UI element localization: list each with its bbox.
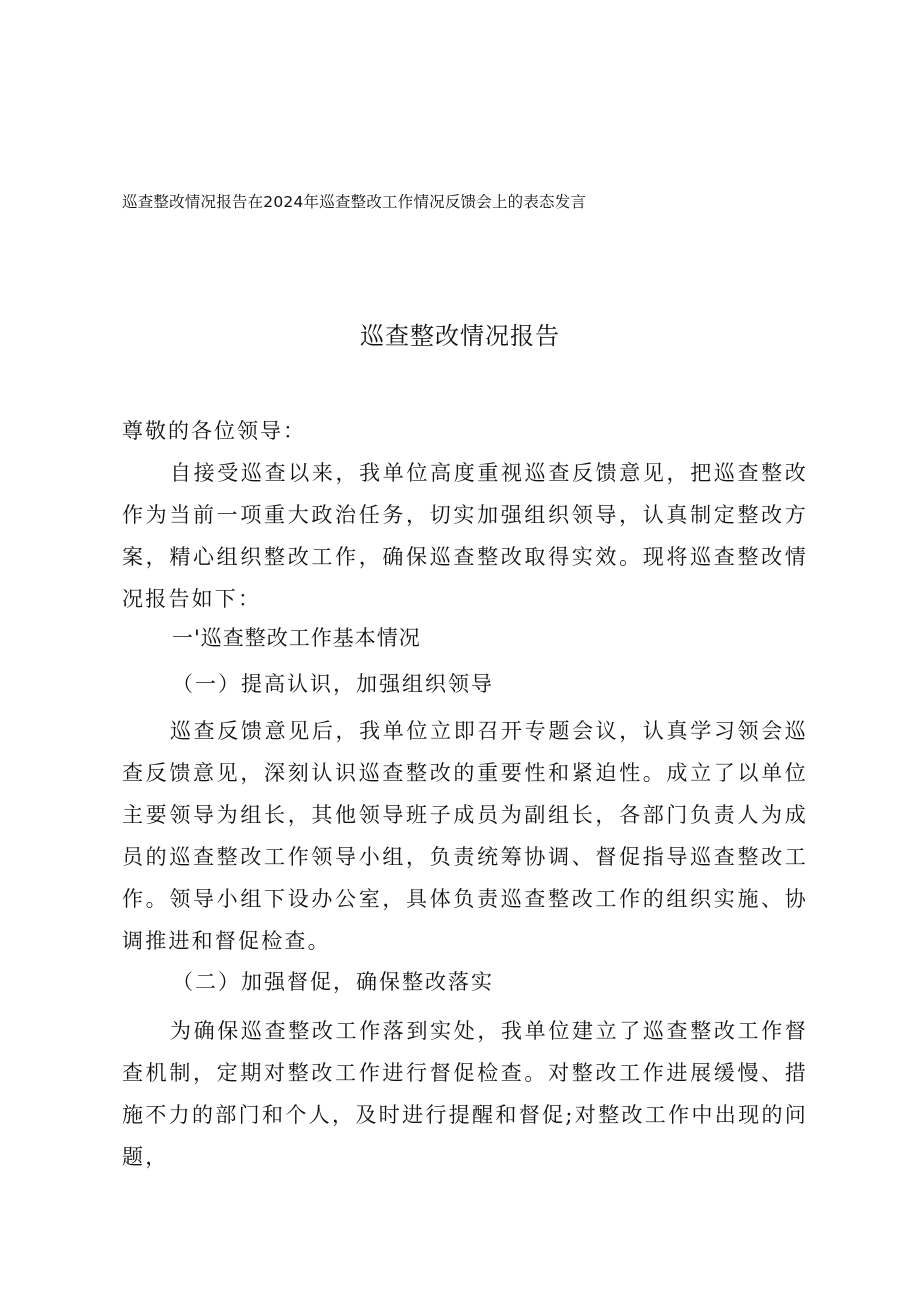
intro-paragraph: 自接受巡查以来，我单位高度重视巡查反馈意见，把巡查整改作为当前一项重大政治任务，切实加强组织领导，认真制定整改方案，精心组织整改工作，确保巡查整改取得实效。现将巡查整改情况报告如下： <box>122 461 808 611</box>
section-1-heading: 一'巡查整改工作基本情况 <box>172 626 421 650</box>
subsection-2-heading: （二）加强督促，确保整改落实 <box>172 970 494 994</box>
subsection-1-paragraph: 巡查反馈意见后，我单位立即召开专题会议，认真学习领会巡查反馈意见，深刻认识巡查整改的重要性和紧迫性。成立了以单位主要领导为组长，其他领导班子成员为副组长，各部门负责人为成员的巡查整改工作领导小组，负责统筹协调、督促指导巡查整改工作。领导小组下设办公室，具体负责巡查整改工作的组织实施、协调推进和督促检查。 <box>122 719 808 953</box>
salutation: 尊敬的各位领导： <box>122 419 306 443</box>
report-title: 巡查整改情况报告 <box>360 322 560 350</box>
subsection-1-heading: （一）提高认识，加强组织领导 <box>172 672 494 696</box>
document-header: 巡查整改情况报告在2024年巡查整改工作情况反馈会上的表态发言 <box>122 193 587 211</box>
subsection-2-paragraph: 为确保巡查整改工作落到实处，我单位建立了巡查整改工作督查机制，定期对整改工作进行督促检查。对整改工作进展缓慢、措施不力的部门和个人，及时进行提醒和督促;对整改工作中出现的问题， <box>122 1019 808 1169</box>
